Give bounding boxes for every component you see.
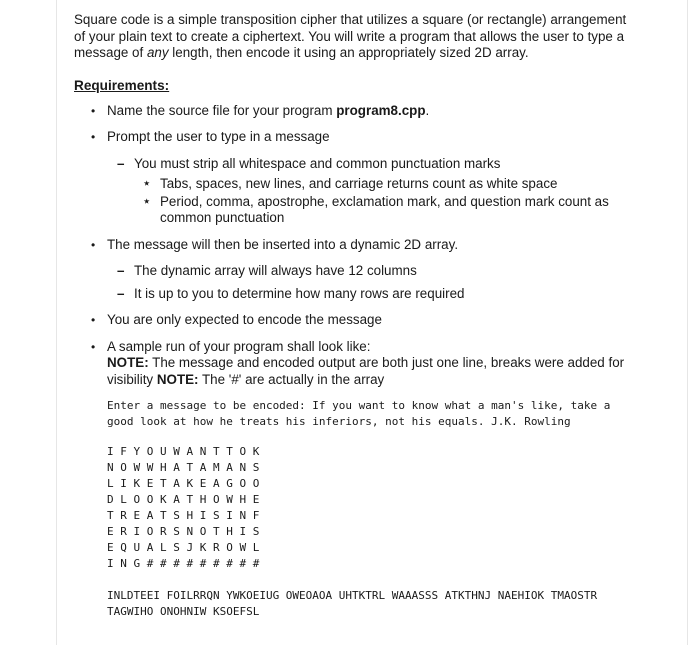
req3-text: The message will then be inserted into a dynamic 2D array. — [107, 236, 459, 252]
requirement-source-file — [74, 103, 634, 120]
sample-input-block — [107, 398, 634, 430]
requirements-list — [74, 103, 634, 621]
req1-text: Name the source file for your program — [107, 102, 337, 118]
req2-subsublist — [134, 176, 634, 227]
note2-label: NOTE: — [156, 371, 199, 387]
req2-subsub-whitespace: ⋆ Tabs, spaces, new lines, and carriage returns count as white space — [134, 176, 634, 193]
intro-text-1: Square code is a simple transposition cipher that utilizes a square (or rectangle) arrangement of your plain text to create a ciphertext. You will write a program that allows the user to type a message of — [74, 12, 627, 60]
grid-row: I N G # # # # # # # # # — [107, 557, 260, 570]
grid-row: N O W W H A T A M A N S — [107, 461, 260, 474]
req3-sub-rows: – It is up to you to determine how many rows are required — [107, 286, 634, 303]
ciphertext-output — [107, 588, 634, 620]
requirement-prompt — [74, 129, 634, 227]
grid-row: I F Y O U W A N T T O K — [107, 445, 260, 458]
req3-sublist — [107, 263, 634, 302]
requirement-dynamic-array — [74, 237, 634, 303]
req3-sub-columns: – The dynamic array will always have 12 columns — [107, 263, 634, 280]
intro-text-2: length, then encode it using an appropriately sized 2D array. — [168, 45, 529, 60]
requirement-encode-only: • You are only expected to encode the message — [74, 312, 634, 329]
req5-text: A sample run of your program shall look like: — [107, 338, 371, 354]
grid-row: E Q U A L S J K R O W L — [107, 541, 260, 554]
requirements-heading: Requirements: — [74, 77, 170, 93]
requirement-sample-run — [74, 339, 634, 621]
grid-row: L I K E T A K E A G O O — [107, 477, 260, 490]
sample-prompt-line-2: good look at how he treats his inferiors, not his equals. J.K. Rowling — [107, 415, 571, 428]
note1-label: NOTE: — [107, 355, 149, 370]
ciphertext-line-1: INLDTEEI FOILRRQN YWKOEIUG OWEOAOA UHTKTRL WAAASSS ATKTHNJ NAEHIOK TMAOSTR — [107, 589, 598, 602]
grid-row: T R E A T S H I S I N F — [107, 509, 260, 522]
intro-paragraph — [74, 12, 634, 62]
req2-sub1-text: You must strip all whitespace and common punctuation marks — [134, 155, 501, 171]
req1-suffix: . — [425, 102, 430, 118]
req2-subsub-punctuation: ⋆ Period, comma, apostrophe, exclamation mark, and question mark count as common punctuation — [134, 194, 634, 227]
req2-sub-strip — [107, 156, 634, 227]
intro-emphasis-any: any — [146, 45, 169, 60]
sample-prompt-line-1: Enter a message to be encoded: If you want to know what a man's like, take a — [107, 399, 611, 412]
grid-row: D L O O K A T H O W H E — [107, 493, 260, 506]
req2-sublist — [107, 156, 634, 227]
assignment-document — [74, 12, 634, 620]
grid-row: E R I O R S N O T H I S — [107, 525, 260, 538]
filename-bold: program8.cpp — [336, 102, 426, 118]
note2-text: The '#' are actually in the array — [198, 371, 385, 387]
req2-text: Prompt the user to type in a message — [107, 129, 330, 144]
ciphertext-line-2: TAGWIHO ONOHNIW KSOEFSL — [107, 605, 260, 618]
cipher-grid — [107, 444, 634, 572]
note1-text: The message and encoded output are both just one line, breaks were added for visibility — [107, 355, 625, 387]
